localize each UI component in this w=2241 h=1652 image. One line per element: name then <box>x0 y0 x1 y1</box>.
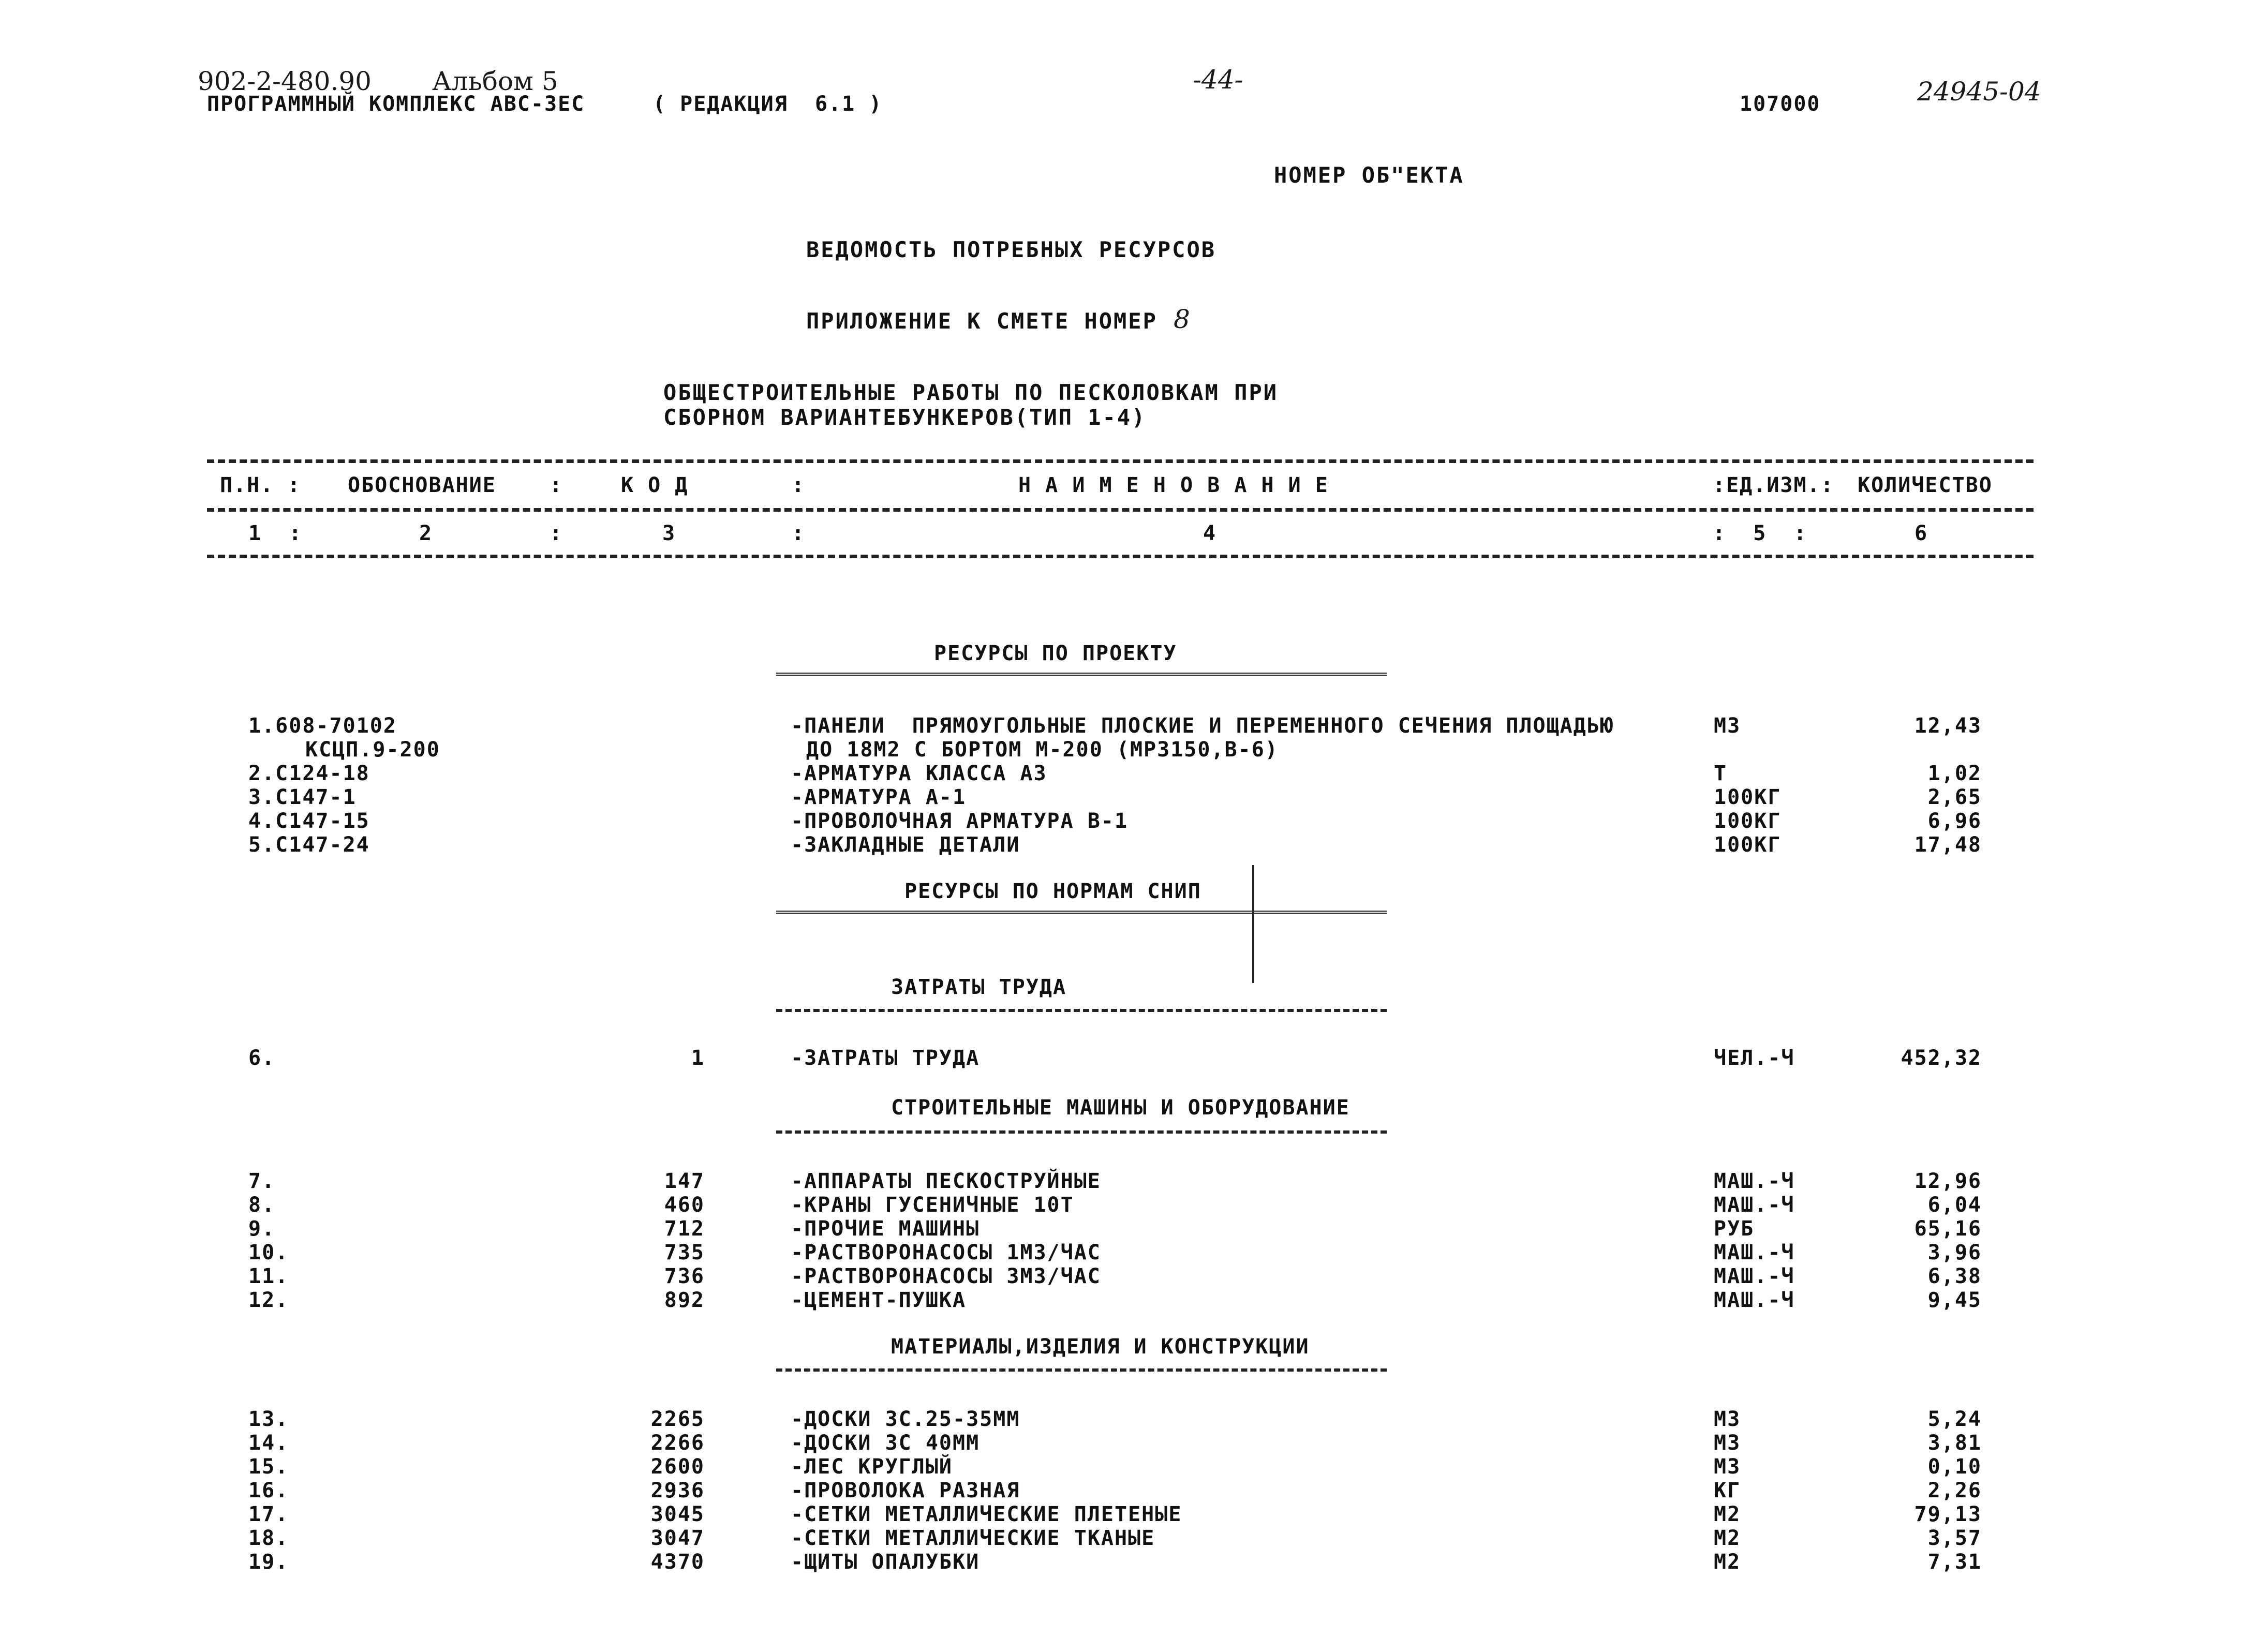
row-code: 3045 <box>650 1502 705 1526</box>
row-quantity: 3,57 <box>1927 1526 1982 1550</box>
row-quantity: 3,96 <box>1927 1241 1982 1264</box>
header-rule-top <box>207 459 2034 463</box>
col-num-sep2: : <box>550 522 563 545</box>
row-unit: МАШ.-Ч <box>1714 1241 1795 1264</box>
row-quantity: 0,10 <box>1927 1455 1982 1479</box>
section-rule-project <box>776 673 1387 679</box>
row-unit: МАШ.-Ч <box>1714 1288 1795 1312</box>
col-num-6: 6 <box>1915 522 1928 545</box>
col-header-code: К О Д <box>621 473 689 497</box>
row-code: 2266 <box>650 1431 705 1455</box>
album-label: Альбом 5 <box>432 66 558 96</box>
row-number: 8. <box>248 1193 276 1217</box>
row-name: -СЕТКИ МЕТАЛЛИЧЕСКИЕ ТКАНЫЕ <box>791 1526 1155 1550</box>
row-quantity: 6,04 <box>1927 1193 1982 1217</box>
row-quantity: 12,96 <box>1914 1169 1982 1193</box>
row-name-cont: ДО 18М2 С БОРТОМ М-200 (МР3150,В-6) <box>806 738 1279 762</box>
col-header-sep3: : <box>792 473 806 497</box>
col-num-5: : 5 : <box>1713 522 1807 545</box>
row-unit: КГ <box>1714 1479 1741 1502</box>
appendix-label: ПРИЛОЖЕНИЕ К СМЕТЕ НОМЕР <box>806 308 1157 334</box>
row-quantity: 452,32 <box>1901 1046 1982 1070</box>
row-unit: ЧЕЛ.-Ч <box>1714 1046 1795 1070</box>
row-basis: 4.С147-15 <box>248 809 370 833</box>
row-number: 12. <box>248 1288 289 1312</box>
row-name: -РАСТВОРОНАСОСЫ 3М3/ЧАС <box>791 1264 1101 1288</box>
row-quantity: 2,65 <box>1927 785 1982 809</box>
row-name: -КРАНЫ ГУСЕНИЧНЫЕ 10Т <box>791 1193 1074 1217</box>
row-basis: 3.С147-1 <box>248 785 357 809</box>
row-code: 1 <box>691 1046 705 1070</box>
row-name: -ЩИТЫ ОПАЛУБКИ <box>791 1550 980 1574</box>
row-code: 2265 <box>650 1407 705 1431</box>
code-right: 24945-04 <box>1917 77 2041 107</box>
row-quantity: 6,38 <box>1927 1264 1982 1288</box>
col-num-4: 4 <box>1203 522 1217 545</box>
row-unit: М3 <box>1714 1455 1741 1479</box>
row-number: 15. <box>248 1455 289 1479</box>
row-unit: 100КГ <box>1714 833 1782 857</box>
row-code: 712 <box>664 1217 705 1241</box>
row-quantity: 2,26 <box>1927 1479 1982 1502</box>
row-quantity: 12,43 <box>1914 714 1982 738</box>
row-number: 9. <box>248 1217 276 1241</box>
row-number: 7. <box>248 1169 276 1193</box>
row-quantity: 6,96 <box>1927 809 1982 833</box>
col-header-quantity: КОЛИЧЕСТВО <box>1858 473 1993 497</box>
work-title-line1: ОБЩЕСТРОИТЕЛЬНЫЕ РАБОТЫ ПО ПЕСКОЛОВКАМ ПРИ <box>663 380 1279 405</box>
section-rule-labor <box>776 1009 1387 1012</box>
col-header-name: Н А И М Е Н О В А Н И Е <box>1018 473 1329 497</box>
row-code: 460 <box>664 1193 705 1217</box>
row-basis: 1.608-70102 <box>248 714 397 738</box>
row-unit: М3 <box>1714 714 1741 738</box>
row-code: 2600 <box>650 1455 705 1479</box>
row-code: 3047 <box>650 1526 705 1550</box>
row-name: -ПРОВОЛОЧНАЯ АРМАТУРА В-1 <box>791 809 1129 833</box>
row-unit: МАШ.-Ч <box>1714 1264 1795 1288</box>
col-header-sep2: : <box>550 473 563 497</box>
row-unit: РУБ <box>1714 1217 1755 1241</box>
section-title-machines: СТРОИТЕЛЬНЫЕ МАШИНЫ И ОБОРУДОВАНИЕ <box>891 1096 1350 1120</box>
section-title-materials: МАТЕРИАЛЫ,ИЗДЕЛИЯ И КОНСТРУКЦИИ <box>891 1335 1310 1359</box>
doc-title: ВЕДОМОСТЬ ПОТРЕБНЫХ РЕСУРСОВ <box>806 237 1216 262</box>
row-unit: МАШ.-Ч <box>1714 1169 1795 1193</box>
row-basis: 2.С124-18 <box>248 762 370 785</box>
row-basis-cont: КСЦП.9-200 <box>305 738 440 762</box>
row-unit: 100КГ <box>1714 785 1782 809</box>
row-basis: 5.С147-24 <box>248 833 370 857</box>
row-name: -ЗАКЛАДНЫЕ ДЕТАЛИ <box>791 833 1020 857</box>
row-unit: М2 <box>1714 1502 1741 1526</box>
row-name: -СЕТКИ МЕТАЛЛИЧЕСКИЕ ПЛЕТЕНЫЕ <box>791 1502 1182 1526</box>
row-code: 736 <box>664 1264 705 1288</box>
section-title-project: РЕСУРСЫ ПО ПРОЕКТУ <box>934 642 1177 665</box>
row-name: -ЗАТРАТЫ ТРУДА <box>791 1046 980 1070</box>
margin-mark-line <box>1252 865 1254 983</box>
row-unit: 100КГ <box>1714 809 1782 833</box>
page-mark: -44- <box>1193 65 1243 95</box>
row-number: 13. <box>248 1407 289 1431</box>
section-rule-materials <box>776 1368 1387 1372</box>
project-code: 902-2-480.90 <box>198 66 372 96</box>
program-label: ПРОГРАММНЫЙ КОМПЛЕКС АВС-3ЕС <box>207 92 585 116</box>
row-code: 4370 <box>650 1550 705 1574</box>
col-num-1: 1 : <box>248 522 303 545</box>
row-quantity: 79,13 <box>1914 1502 1982 1526</box>
row-name: -ДОСКИ 3С.25-35ММ <box>791 1407 1020 1431</box>
row-name: -ДОСКИ 3С 40ММ <box>791 1431 980 1455</box>
row-unit: М2 <box>1714 1526 1741 1550</box>
row-quantity: 7,31 <box>1927 1550 1982 1574</box>
col-num-2: 2 <box>419 522 433 545</box>
row-code: 2936 <box>650 1479 705 1502</box>
code-left: 107000 <box>1740 92 1821 116</box>
row-name: -ПРОЧИЕ МАШИНЫ <box>791 1217 980 1241</box>
row-quantity: 3,81 <box>1927 1431 1982 1455</box>
row-number: 16. <box>248 1479 289 1502</box>
row-unit: М3 <box>1714 1431 1741 1455</box>
col-header-number: П.Н. : <box>220 473 301 497</box>
row-unit: М3 <box>1714 1407 1741 1431</box>
section-rule-norms <box>776 911 1387 917</box>
row-number: 17. <box>248 1502 289 1526</box>
col-header-unit: :ЕД.ИЗМ.: <box>1713 473 1834 497</box>
row-name: -ПРОВОЛОКА РАЗНАЯ <box>791 1479 1020 1502</box>
row-name: -РАСТВОРОНАСОСЫ 1М3/ЧАС <box>791 1241 1101 1264</box>
row-number: 11. <box>248 1264 289 1288</box>
row-number: 14. <box>248 1431 289 1455</box>
section-title-norms: РЕСУРСЫ ПО НОРМАМ СНИП <box>904 880 1201 903</box>
row-quantity: 9,45 <box>1927 1288 1982 1312</box>
row-code: 147 <box>664 1169 705 1193</box>
row-name: -ЛЕС КРУГЛЫЙ <box>791 1455 953 1479</box>
col-num-sep3: : <box>792 522 806 545</box>
col-num-3: 3 <box>662 522 676 545</box>
row-quantity: 17,48 <box>1914 833 1982 857</box>
row-number: 6. <box>248 1046 276 1070</box>
col-header-basis: ОБОСНОВАНИЕ <box>348 473 496 497</box>
row-unit: М2 <box>1714 1550 1741 1574</box>
row-quantity: 1,02 <box>1927 762 1982 785</box>
row-name: -ПАНЕЛИ ПРЯМОУГОЛЬНЫЕ ПЛОСКИЕ И ПЕРЕМЕННОГО СЕЧЕНИЯ ПЛОЩАДЬЮ <box>791 714 1614 738</box>
row-number: 18. <box>248 1526 289 1550</box>
section-title-labor: ЗАТРАТЫ ТРУДА <box>891 975 1067 999</box>
object-label: НОМЕР ОБ"ЕКТА <box>1274 162 1464 188</box>
appendix-number: 8 <box>1174 304 1190 334</box>
row-code: 892 <box>664 1288 705 1312</box>
row-name: -АРМАТУРА КЛАССА А3 <box>791 762 1047 785</box>
section-rule-machines <box>776 1130 1387 1134</box>
row-number: 19. <box>248 1550 289 1574</box>
work-title-line2: СБОРНОМ ВАРИАНТЕБУНКЕРОВ(ТИП 1-4) <box>663 405 1147 430</box>
row-name: -АРМАТУРА А-1 <box>791 785 967 809</box>
row-name: -ЦЕМЕНТ-ПУШКА <box>791 1288 967 1312</box>
row-number: 10. <box>248 1241 289 1264</box>
edition-label: ( РЕДАКЦИЯ 6.1 ) <box>653 92 883 116</box>
row-name: -АППАРАТЫ ПЕСКОСТРУЙНЫЕ <box>791 1169 1101 1193</box>
row-quantity: 65,16 <box>1914 1217 1982 1241</box>
row-quantity: 5,24 <box>1927 1407 1982 1431</box>
header-rule-bottom <box>207 555 2034 558</box>
header-rule-mid <box>207 508 2034 512</box>
row-unit: Т <box>1714 762 1728 785</box>
row-code: 735 <box>664 1241 705 1264</box>
row-unit: МАШ.-Ч <box>1714 1193 1795 1217</box>
